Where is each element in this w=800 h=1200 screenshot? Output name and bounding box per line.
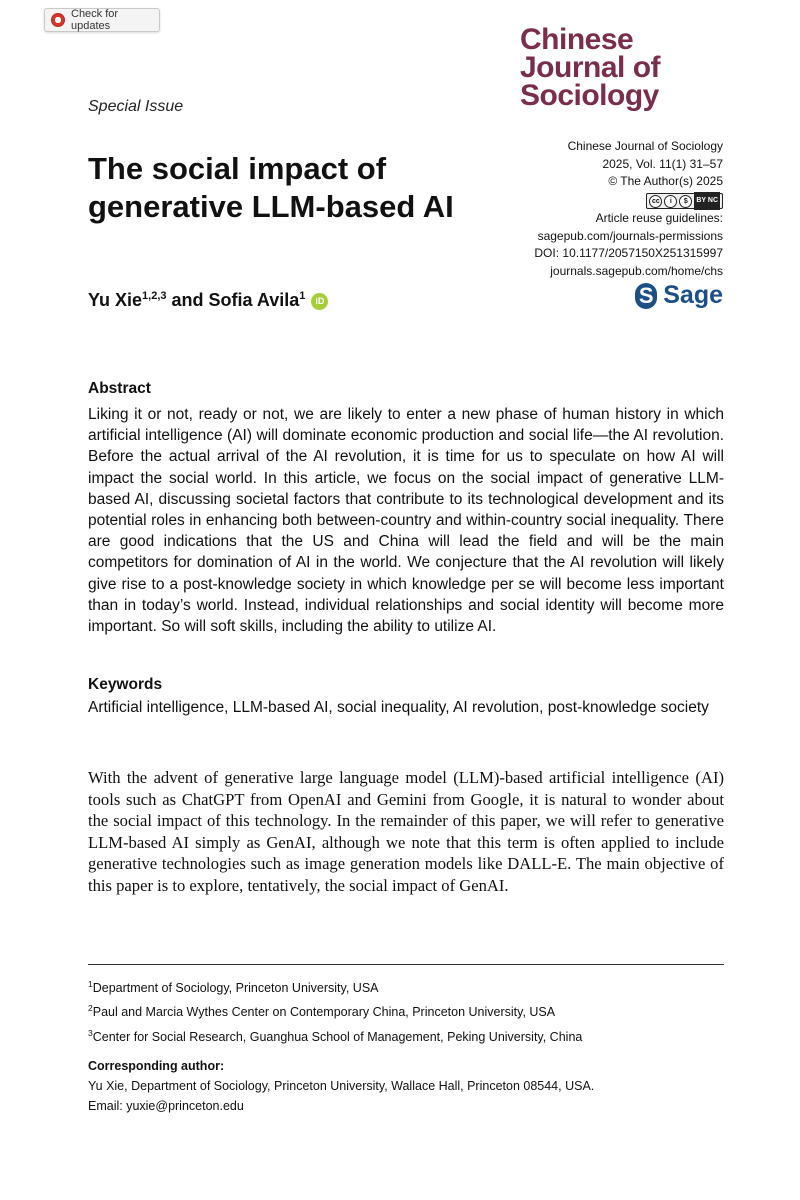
affiliation-footnote: $^1$Department of Sociology, Princeton University, USA bbox=[88, 979, 379, 996]
journal-logo bbox=[520, 23, 730, 112]
article-title: The social impact of generative LLM-based AI bbox=[88, 151, 454, 224]
sage-s-icon: S bbox=[635, 283, 657, 309]
doi-link[interactable]: DOI: 10.1177/2057150X251315997 bbox=[534, 246, 723, 260]
body-paragraph: With the advent of generative large language model (LLM)-based artificial intelligence (AI) tools such as ChatGPT from OpenAI and Gemini from Google, it is natural to wonder about the social impact of this technology. In the remainder of this paper, we will refer to generative LLM-based AI simply as GenAI, although we note that this term is often applied to include generative technologies such as image generation models like DALL-E. The main objective of this paper is to explore, tentatively, the social impact of GenAI. bbox=[88, 768, 724, 895]
corresponding-author-heading: Corresponding author: bbox=[88, 1059, 225, 1074]
footnote-divider bbox=[88, 964, 724, 965]
corresponding-author-text: Yu Xie, Department of Sociology, Princeton University, Wallace Hall, Princeton 08544, USA. bbox=[88, 1079, 595, 1094]
article-metadata bbox=[534, 138, 723, 280]
special-issue-label: Special Issue bbox=[88, 98, 184, 115]
journal-logo-line-3: Sociology bbox=[520, 79, 659, 112]
author-name[interactable]: Yu Xie bbox=[88, 290, 143, 310]
publisher-name: Sage bbox=[663, 281, 723, 309]
volume-info: 2025, Vol. 11(1) 31–57 bbox=[602, 156, 723, 171]
abstract-text: Liking it or not, ready or not, we are likely to enter a new phase of human history in which artificial intelligence (AI) will dominate economic production and social life—the AI revolution. Before the actual arrival of the AI revolution, it is time for us to speculate on how AI will impact the social world. In this article, we focus on the social impact of generative LLM-based AI, discussing societal factors that contribute to its technological development and its potential roles in enhancing both between-country and within-country social inequality. There are good indications that the US and China will lead the field and will be the main competitors for domination of AI in the world. We conjecture that the AI revolution will likely give rise to a post-knowledge society in which knowledge per se will become less important than in today’s world. Instead, individual relationships and social identity will become more important. So will soft skills, including the ability to utilize AI. bbox=[88, 406, 724, 636]
keywords-text: Artificial intelligence, LLM-based AI, social inequality, AI revolution, post-knowledge society bbox=[88, 699, 709, 716]
affiliation-footnote: $^2$Paul and Marcia Wythes Center on Contemporary China, Princeton University, USA bbox=[88, 1003, 556, 1020]
orcid-icon[interactable]: iD bbox=[311, 293, 328, 310]
author-affiliation: 1,2,3 bbox=[142, 290, 167, 302]
check-for-updates-label: Check for updates bbox=[71, 8, 119, 32]
sage-logo bbox=[635, 281, 723, 310]
crossmark-icon bbox=[51, 13, 65, 27]
reuse-link[interactable]: sagepub.com/journals-permissions bbox=[537, 228, 723, 243]
corresponding-email[interactable]: Email: yuxie@princeton.edu bbox=[88, 1099, 244, 1114]
author-name[interactable]: Sofia Avila bbox=[208, 290, 300, 310]
author-list bbox=[88, 290, 328, 311]
journal-home-link[interactable]: journals.sagepub.com/home/chs bbox=[550, 263, 723, 278]
keywords-heading: Keywords bbox=[88, 676, 163, 693]
journal-logo-line-2: Journal of bbox=[520, 51, 661, 84]
journal-name: Chinese Journal of Sociology bbox=[567, 139, 723, 153]
author-connector: and bbox=[171, 290, 204, 310]
cc-by-nc-icon[interactable]: cc i $ BY NC bbox=[646, 193, 723, 209]
footnotes bbox=[88, 974, 728, 1117]
check-for-updates-button[interactable] bbox=[44, 8, 160, 32]
affiliation-footnote: $^3$Center for Social Research, Guanghua School of Management, Peking University, China bbox=[88, 1027, 583, 1044]
reuse-label: Article reuse guidelines: bbox=[595, 211, 723, 225]
abstract-heading: Abstract bbox=[88, 380, 151, 397]
author-affiliation: 1 bbox=[299, 290, 306, 302]
copyright: © The Author(s) 2025 bbox=[608, 174, 723, 188]
journal-logo-line-1: Chinese bbox=[520, 23, 634, 56]
